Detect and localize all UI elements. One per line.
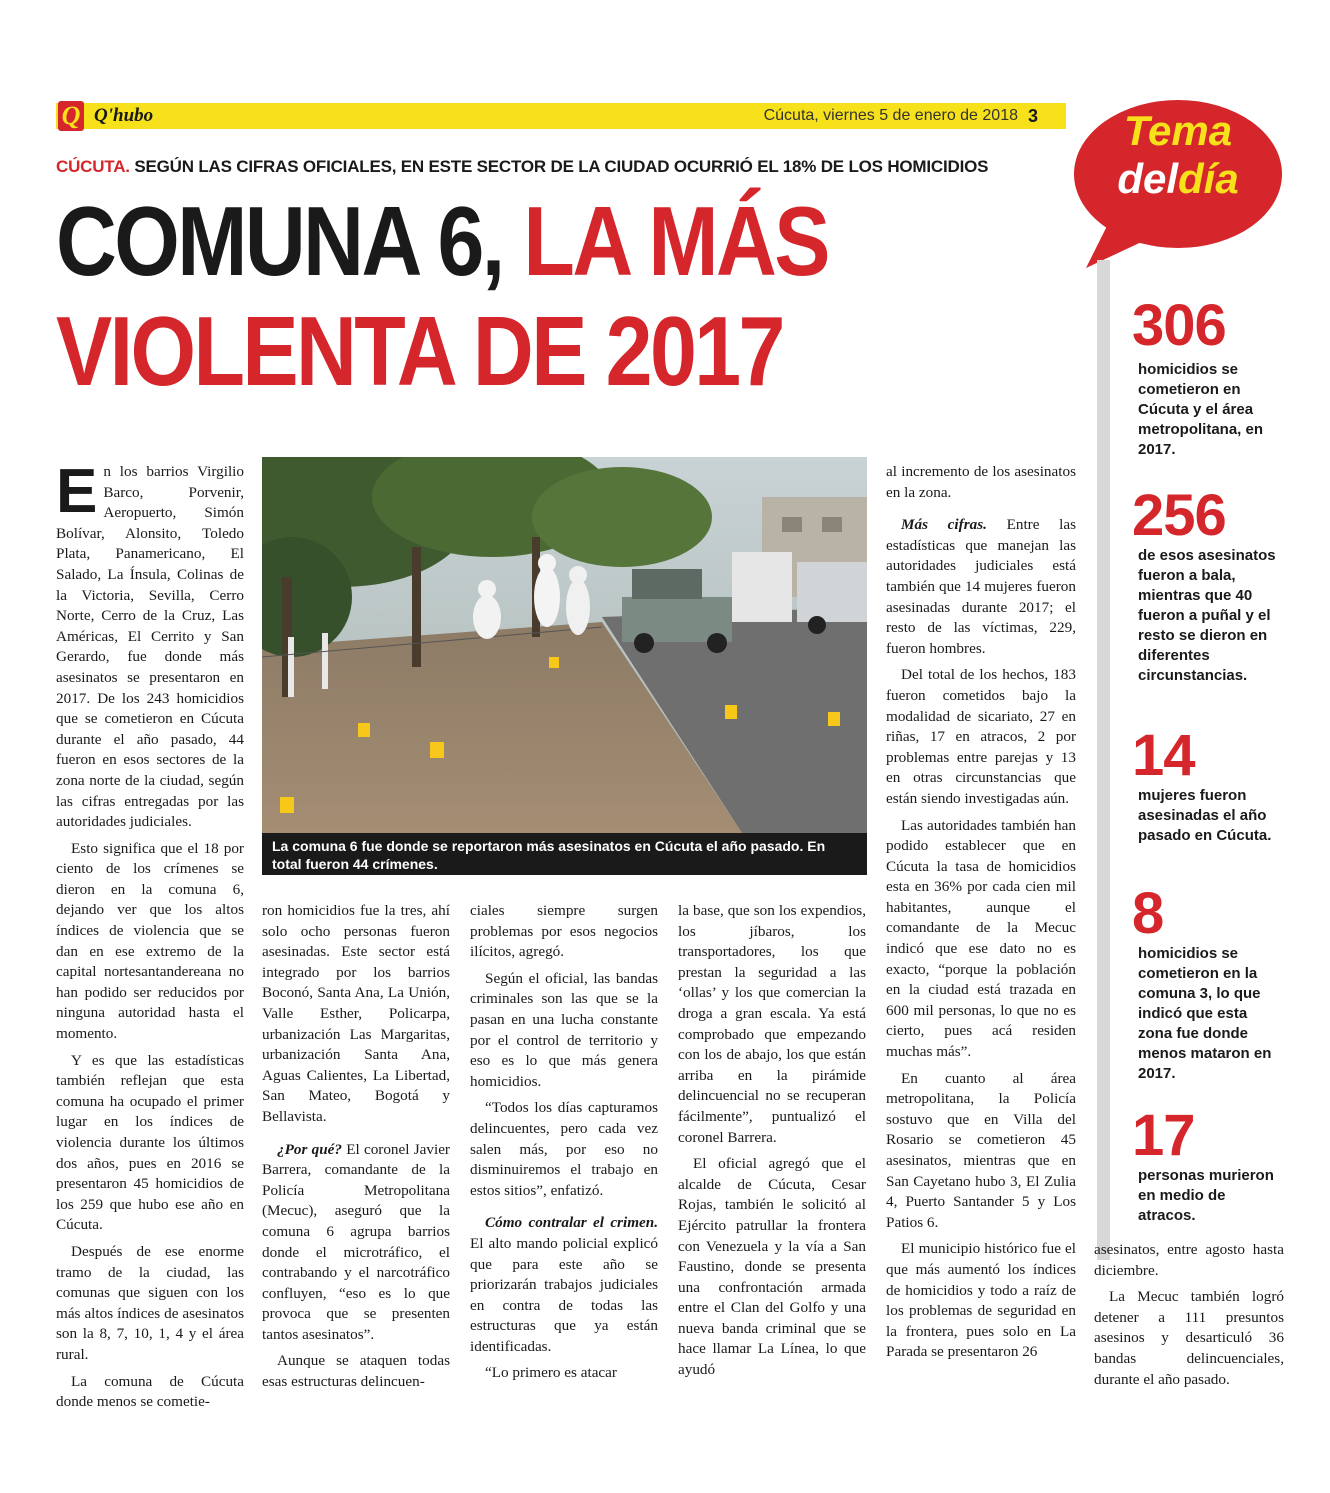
subhead-por-que: ¿Por qué?: [277, 1140, 342, 1158]
col1-p3: Y es que las estadísticas también reflejan que esta comuna ha ocupado el primer lugar en los índices de violencia durante los últimos dos años, pues en 2016 se presentaron 45 homicidios de los 259 que hubo ese año en Cúcuta.: [56, 1051, 244, 1234]
headline-red: LA MÁS: [523, 186, 828, 296]
col1-p2: Esto significa que el 18 por ciento de los crímenes se dieron en la comuna 6, dejando ver que los altos índices de violencia que se dan en ese extremo de la capital nortesantandereana no han podido ser reducidos por ninguna autoridad hasta el momento.: [56, 839, 244, 1043]
kicker: [56, 155, 1066, 179]
brand-name: Q'hubo: [94, 105, 154, 126]
badge-del: del: [1117, 155, 1178, 202]
stat-block-2: [1132, 483, 1283, 686]
col5-p3: Del total de los hechos, 183 fueron cometidos bajo la modalidad de sicariato, 27 en riñas, 17 en atracos, 2 por problemas entre parejas y 13 en otras circunstancias que están siendo investigadas aún.: [886, 666, 1076, 807]
stat-block-4: [1132, 881, 1283, 1084]
col2-p1: ron homicidios fue la tres, ahí solo ocho personas fueron asesinadas. Este sector está integrado por los barrios Boconó, Santa Ana, La Unión, Valle Esther, Policarpa, urbanización Las Margaritas, urbanización Santa Ana, Aguas Calientes, La Libertad, San Mateo, Bogotá y Bellavista.: [262, 902, 450, 1125]
col5-p1: al incremento de los asesinatos en la zona.: [886, 463, 1076, 501]
stat-description: de esos asesinatos fueron a bala, mientras que 40 fueron a puñal y el resto se dieron en diferentes circunstancias.: [1138, 547, 1276, 684]
article-column-2: [262, 901, 450, 1393]
stat-block-3: [1132, 723, 1283, 846]
photo-illustration: [262, 457, 867, 833]
stat-description: homicidios se cometieron en la comuna 3, lo que indicó que esta zona fue donde menos mataron en 2017.: [1138, 945, 1272, 1082]
col5-p2: Entre las estadísticas que manejan las autoridades judiciales está también que 14 mujeres fueron asesinadas durante 2017; el resto de las víctimas, 229, fueron hombres.: [886, 516, 1076, 657]
stat-description: personas murieron en medio de atracos.: [1138, 1167, 1274, 1224]
col1-p1: n los barrios Virgilio Barco, Porvenir, Aeropuerto, Simón Bolívar, Alonsito, Toledo Plata, Panamericano, El Salado, La Ínsula, Colinas de la Victoria, Sevilla, Cerro Norte, Cerro de la Cruz, Las Américas, El Cerrito y San Gerardo, fue donde más asesinatos se presentaron en 2017. De los 243 homicidios que se cometieron en Cúcuta durante el año pasado, 44 fueron en esos sectores de la zona norte de la ciudad, según las cifras entregadas por las autoridades judiciales.: [56, 463, 244, 831]
col2-p2: El coronel Javier Barrera, comandante de la Policía Metropolitana (Mecuc), aseguró que la comuna 6 agrupa barrios donde el microtráfico, el contrabando y el narcotráfico confluyen, “eso es lo que provoca que se presenten tantos asesinatos”.: [262, 1140, 450, 1343]
stat-number: 256: [1132, 483, 1226, 548]
headline-dark: COMUNA 6,: [56, 186, 524, 296]
stat-number: 14: [1132, 723, 1195, 788]
headline-line1: [56, 186, 950, 296]
col1-p4: Después de ese enorme tramo de la ciudad, las comunas que siguen con los más altos índices de asesinatos son la 8, 7, 10, 1, 4 y el área rural.: [56, 1242, 244, 1363]
badge-dia: día: [1178, 155, 1239, 202]
col5-p4: Las autoridades también han podido establecer que en Cúcuta la tasa de homicidios esta en 36% por cada cien mil habitantes, aunque el comandante de la Mecuc indicó que ese dato no es exacto, “porque la población en la ciudad está trazada en 600 mil personas, lo que no es cierto, pues acá residen muchas más”.: [886, 816, 1076, 1061]
sidebar-rule: [1097, 260, 1110, 1260]
subhead-como: Cómo contralar el crimen.: [485, 1214, 658, 1232]
col6-p2: La Mecuc también logró detener a 111 presuntos asesinos y desarticuló 36 bandas delincuenciales, durante el año pasado.: [1094, 1288, 1284, 1388]
headline: [56, 186, 950, 406]
brand-logo-icon: Q: [58, 101, 84, 131]
headline-line2: VIOLENTA DE 2017: [56, 296, 783, 406]
stat-block-1: [1132, 293, 1283, 460]
col4-p1: la base, que son los expendios, los jíbaros, los transportadores, los que prestan la seguridad a las ‘ollas’ y los que comercian la droga a gran escala. Ya está comprobado que empezando con los de abajo, los que están arriba en la pirámide delincuencial no se recuperan fácilmente”, puntualizó el coronel Barrera.: [678, 902, 866, 1146]
badge-title-line1: Tema: [1123, 107, 1233, 154]
col5-p6: El municipio histórico fue el que más aumentó los índices de homicidios y todo a raíz de los problemas de seguridad en la frontera, pues solo en La Parada se presentaron 26: [886, 1240, 1076, 1361]
stat-number: 8: [1132, 881, 1164, 946]
stat-number: 17: [1132, 1103, 1195, 1168]
col3-p2: Según el oficial, las bandas criminales son las que se la pasan en una lucha constante por el control de territorio y eso es lo que más genera homicidios.: [470, 969, 658, 1090]
kicker-lead: CÚCUTA.: [56, 157, 130, 176]
page-number: 3: [1028, 106, 1039, 126]
crime-scene-photo: [262, 457, 867, 833]
issue-date: Cúcuta, viernes 5 de enero de 2018: [763, 107, 1018, 124]
col3-p5: “Lo primero es atacar: [485, 1364, 617, 1382]
col3-p1: ciales siempre surgen problemas por esos negocios ilícitos, agregó.: [470, 902, 658, 961]
badge-title-line2: [1078, 156, 1278, 202]
col3-p4: El alto mando policial explicó que para este año se priorizarán trabajos judiciales en contra de todas las estructuras que ya están identificadas.: [470, 1234, 658, 1355]
article-column-5: [886, 462, 1076, 1363]
drop-cap: E: [56, 457, 98, 526]
article-column-6: [1094, 1240, 1284, 1390]
article-column-3: [470, 901, 658, 1384]
stat-description: mujeres fueron asesinadas el año pasado en Cúcuta.: [1138, 787, 1272, 844]
col2-p3: Aunque se ataquen todas esas estructuras delincuen-: [262, 1352, 450, 1391]
article-column-4: [678, 901, 866, 1381]
stat-number: 306: [1132, 293, 1226, 358]
col4-p2: El oficial agregó que el alcalde de Cúcuta, Cesar Rojas, también le solicitó al Ejército patrullar la frontera con Venezuela y la vía a San Faustino, donde se presenta una confrontación armada entre el Clan del Golfo y una nueva banda criminal que se hace llamar La Línea, lo que ayudó: [678, 1155, 866, 1379]
kicker-text: SEGÚN LAS CIFRAS OFICIALES, EN ESTE SECTOR DE LA CIUDAD OCURRIÓ EL 18% DE LOS HOMICIDIOS: [129, 157, 989, 176]
col5-p5: En cuanto al área metropolitana, la Policía sostuvo que en Villa del Rosario se cometieron 45 asesinatos, mientras que en San Cayetano hubo 3, El Zulia 4, Puerto Santander 5 y Los Patios 6.: [886, 1069, 1076, 1231]
article-column-1: [56, 457, 244, 1413]
photo-caption: La comuna 6 fue donde se reportaron más asesinatos en Cúcuta el año pasado. En total fueron 44 crímenes.: [262, 833, 867, 875]
col1-p5: La comuna de Cúcuta donde menos se cometie-: [56, 1372, 244, 1411]
col3-p3: “Todos los días capturamos delincuentes, pero cada vez salen más, por eso no disminuiremos el trabajo en estos sitios”, enfatizó.: [470, 1099, 658, 1199]
stat-block-5: [1132, 1103, 1283, 1226]
stat-description: homicidios se cometieron en Cúcuta y el área metropolitana, en 2017.: [1138, 361, 1264, 458]
subhead-mas-cifras: Más cifras.: [901, 516, 987, 534]
col6-p1: asesinatos, entre agosto hasta diciembre.: [1094, 1241, 1284, 1279]
